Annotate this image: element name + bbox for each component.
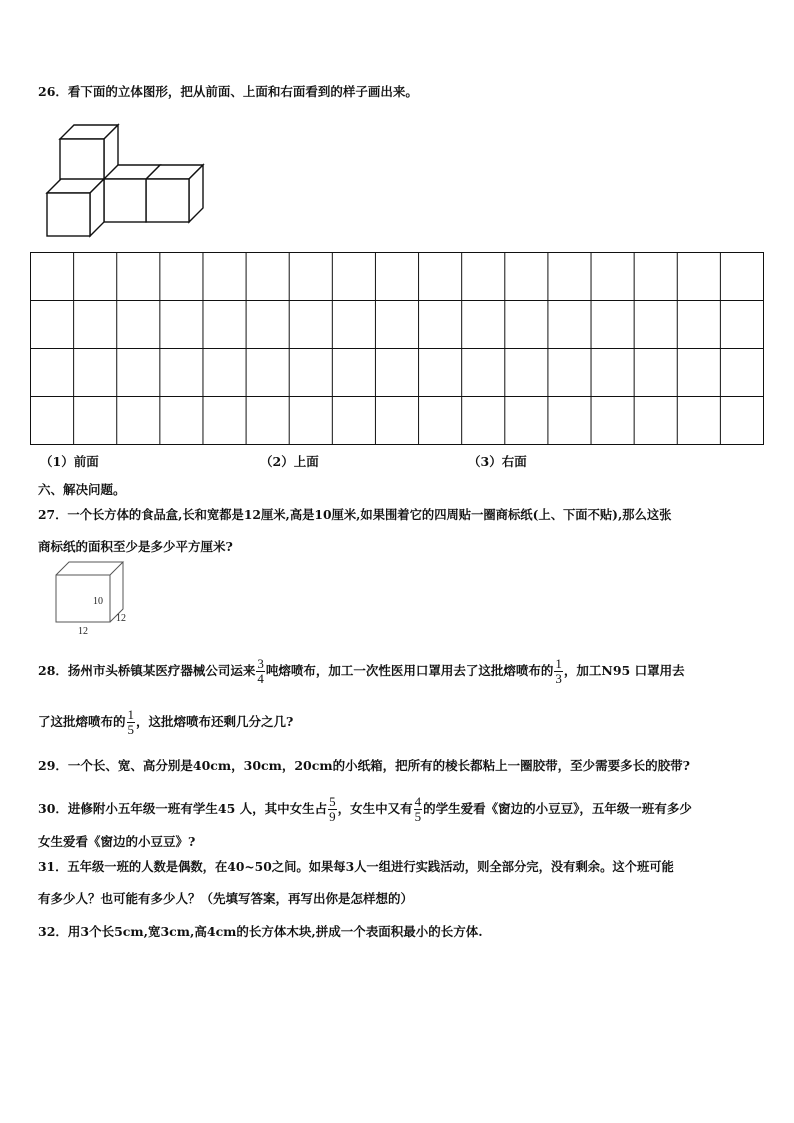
fraction-numerator: 4 <box>414 794 422 809</box>
fraction-denominator: 5 <box>414 809 422 824</box>
fraction-denominator: 5 <box>127 722 135 737</box>
drawing-grid <box>30 252 764 445</box>
question-28-line2 <box>38 708 293 737</box>
q28-text-1: 28．扬州市头桥镇某医疗器械公司运来 <box>38 663 256 678</box>
q30-text-2: ，女生中又有 <box>337 801 413 816</box>
box-width-label: 12 <box>116 613 126 624</box>
question-31-line2: 有多少人？也可能有多少人？（先填写答案，再写出你是怎样想的） <box>38 891 414 906</box>
fraction-1-3 <box>554 657 563 686</box>
q28-text-4: 了这批熔喷布的 <box>38 714 126 729</box>
fraction-3-4 <box>256 657 265 686</box>
fraction-numerator: 3 <box>257 656 264 671</box>
fraction-1-5 <box>127 708 136 737</box>
fraction-numerator: 1 <box>555 656 562 671</box>
question-27-line2: 商标纸的面积至少是多少平方厘米? <box>38 539 233 554</box>
question-27-line1: 27．一个长方体的食品盒,长和宽都是12厘米,高是10厘米,如果围着它的四周贴一圈商标纸(上、下面不贴),那么这张 <box>38 507 672 522</box>
fraction-4-5 <box>414 795 423 824</box>
q30-text-3: 的学生爱看《窗边的小豆豆》，五年级一班有多少 <box>423 801 692 816</box>
section-title: 六、解决问题。 <box>38 482 126 497</box>
fraction-numerator: 5 <box>329 794 336 809</box>
box-length-label: 12 <box>78 626 88 637</box>
question-32: 32．用3个长5cm,宽3cm,高4cm的长方体木块,拼成一个表面积最小的长方体. <box>38 924 483 939</box>
question-30-line2: 女生爱看《窗边的小豆豆》? <box>38 834 196 849</box>
question-30-line1 <box>38 795 692 824</box>
question-29: 29．一个长、宽、高分别是40cm，30cm，20cm的小纸箱，把所有的棱长都粘上一圈胶带，至少需要多长的胶带? <box>38 758 690 773</box>
fraction-denominator: 3 <box>555 671 562 686</box>
question-31-line1: 31．五年级一班的人数是偶数，在40~50之间。如果每3人一组进行实践活动，则全部分完，没有剩余。这个班可能 <box>38 859 674 874</box>
fraction-denominator: 4 <box>257 671 264 686</box>
box-figure <box>50 558 135 640</box>
fraction-denominator: 9 <box>329 809 336 824</box>
fraction-5-9 <box>328 795 337 824</box>
q28-text-5: ，这批熔喷布还剩几分之几? <box>136 714 294 729</box>
cube-figure <box>44 122 209 242</box>
question-26: 26．看下面的立体图形，把从前面、上面和右面看到的样子画出来。 <box>38 84 418 99</box>
q28-text-3: ，加工N95 口罩用去 <box>563 663 685 678</box>
fraction-numerator: 1 <box>127 707 135 722</box>
label-front-view: （1）前面 <box>40 454 99 469</box>
box-height-label: 10 <box>93 596 103 607</box>
question-28-line1 <box>38 657 685 686</box>
q28-text-2: 吨熔喷布，加工一次性医用口罩用去了这批熔喷布的 <box>265 663 554 678</box>
q30-text-1: 30．进修附小五年级一班有学生45 人，其中女生占 <box>38 801 328 816</box>
label-top-view: （2）上面 <box>260 454 319 469</box>
label-right-view: （3）右面 <box>468 454 527 469</box>
